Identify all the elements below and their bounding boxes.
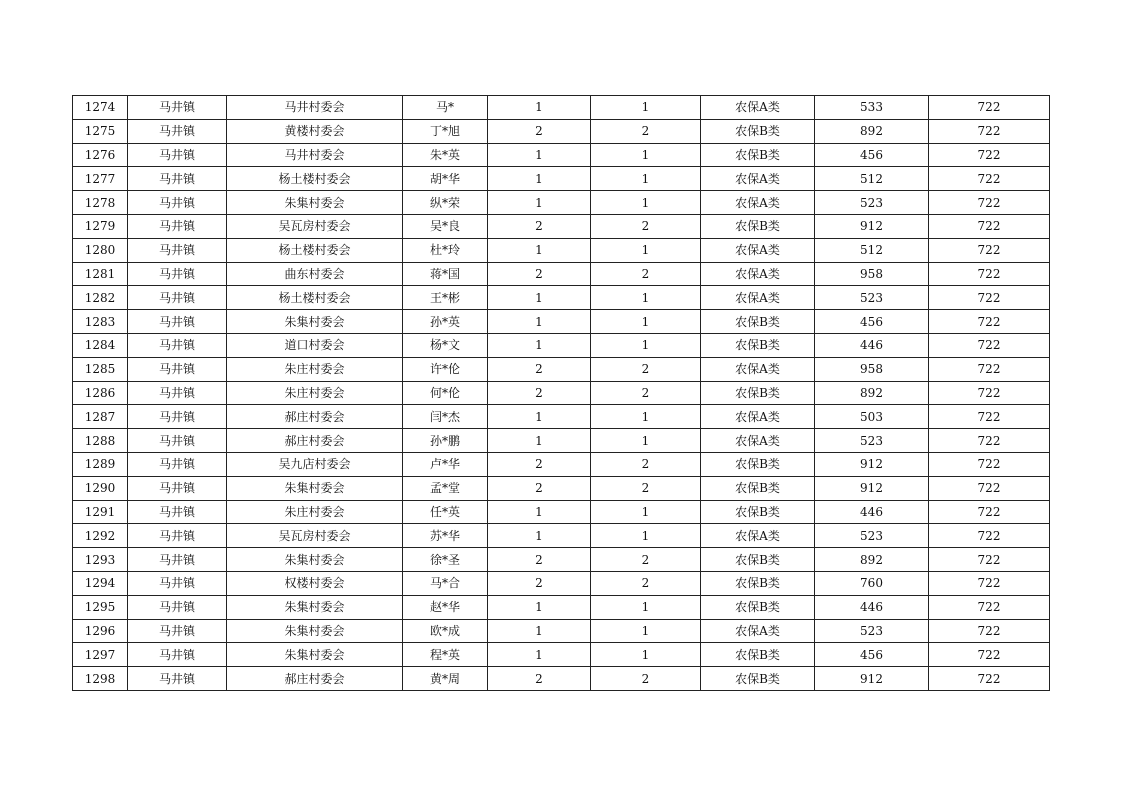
standard-cell: 722 <box>929 452 1050 476</box>
village-committee-cell: 朱集村委会 <box>227 619 403 643</box>
village-committee-cell: 朱集村委会 <box>227 310 403 334</box>
village-committee-cell: 吴九店村委会 <box>227 452 403 476</box>
table-row <box>73 405 1050 429</box>
name-cell: 胡*华 <box>403 167 488 191</box>
amount-cell: 523 <box>815 191 929 215</box>
town-cell: 马井镇 <box>128 524 227 548</box>
village-committee-cell: 朱集村委会 <box>227 595 403 619</box>
village-committee-cell: 杨土楼村委会 <box>227 286 403 310</box>
person-count-cell: 1 <box>591 500 701 524</box>
household-count-cell: 1 <box>488 643 591 667</box>
insurance-category-cell: 农保A类 <box>701 238 815 262</box>
village-committee-cell: 权楼村委会 <box>227 571 403 595</box>
serial-number-cell: 1290 <box>73 476 128 500</box>
person-count-cell: 1 <box>591 286 701 310</box>
town-cell: 马井镇 <box>128 571 227 595</box>
village-committee-cell: 马井村委会 <box>227 96 403 120</box>
village-committee-cell: 杨土楼村委会 <box>227 167 403 191</box>
serial-number-cell: 1275 <box>73 119 128 143</box>
town-cell: 马井镇 <box>128 333 227 357</box>
name-cell: 朱*英 <box>403 143 488 167</box>
name-cell: 黄*周 <box>403 667 488 691</box>
person-count-cell: 1 <box>591 310 701 334</box>
amount-cell: 892 <box>815 119 929 143</box>
household-count-cell: 1 <box>488 619 591 643</box>
serial-number-cell: 1282 <box>73 286 128 310</box>
standard-cell: 722 <box>929 595 1050 619</box>
village-committee-cell: 朱集村委会 <box>227 643 403 667</box>
household-count-cell: 2 <box>488 667 591 691</box>
household-count-cell: 1 <box>488 167 591 191</box>
household-count-cell: 1 <box>488 429 591 453</box>
insurance-category-cell: 农保A类 <box>701 405 815 429</box>
household-count-cell: 2 <box>488 452 591 476</box>
household-count-cell: 1 <box>488 286 591 310</box>
standard-cell: 722 <box>929 143 1050 167</box>
town-cell: 马井镇 <box>128 238 227 262</box>
name-cell: 赵*华 <box>403 595 488 619</box>
table-row <box>73 357 1050 381</box>
amount-cell: 912 <box>815 667 929 691</box>
standard-cell: 722 <box>929 667 1050 691</box>
amount-cell: 912 <box>815 214 929 238</box>
standard-cell: 722 <box>929 310 1050 334</box>
village-committee-cell: 曲东村委会 <box>227 262 403 286</box>
insurance-category-cell: 农保B类 <box>701 310 815 334</box>
standard-cell: 722 <box>929 429 1050 453</box>
town-cell: 马井镇 <box>128 667 227 691</box>
town-cell: 马井镇 <box>128 119 227 143</box>
serial-number-cell: 1277 <box>73 167 128 191</box>
town-cell: 马井镇 <box>128 357 227 381</box>
insurance-category-cell: 农保B类 <box>701 214 815 238</box>
town-cell: 马井镇 <box>128 619 227 643</box>
amount-cell: 892 <box>815 381 929 405</box>
amount-cell: 523 <box>815 429 929 453</box>
table-row <box>73 619 1050 643</box>
town-cell: 马井镇 <box>128 548 227 572</box>
standard-cell: 722 <box>929 119 1050 143</box>
table-row <box>73 571 1050 595</box>
serial-number-cell: 1292 <box>73 524 128 548</box>
table-row <box>73 643 1050 667</box>
insurance-category-cell: 农保A类 <box>701 96 815 120</box>
standard-cell: 722 <box>929 500 1050 524</box>
amount-cell: 523 <box>815 286 929 310</box>
person-count-cell: 2 <box>591 381 701 405</box>
person-count-cell: 2 <box>591 452 701 476</box>
standard-cell: 722 <box>929 96 1050 120</box>
village-committee-cell: 吴瓦房村委会 <box>227 524 403 548</box>
person-count-cell: 1 <box>591 238 701 262</box>
name-cell: 王*彬 <box>403 286 488 310</box>
name-cell: 纵*荣 <box>403 191 488 215</box>
village-committee-cell: 吴瓦房村委会 <box>227 214 403 238</box>
amount-cell: 912 <box>815 476 929 500</box>
household-count-cell: 1 <box>488 238 591 262</box>
town-cell: 马井镇 <box>128 143 227 167</box>
serial-number-cell: 1293 <box>73 548 128 572</box>
insurance-category-cell: 农保B类 <box>701 119 815 143</box>
serial-number-cell: 1285 <box>73 357 128 381</box>
name-cell: 孟*堂 <box>403 476 488 500</box>
village-committee-cell: 郝庄村委会 <box>227 667 403 691</box>
serial-number-cell: 1278 <box>73 191 128 215</box>
serial-number-cell: 1296 <box>73 619 128 643</box>
standard-cell: 722 <box>929 191 1050 215</box>
standard-cell: 722 <box>929 548 1050 572</box>
town-cell: 马井镇 <box>128 310 227 334</box>
serial-number-cell: 1294 <box>73 571 128 595</box>
town-cell: 马井镇 <box>128 405 227 429</box>
standard-cell: 722 <box>929 381 1050 405</box>
table-row <box>73 548 1050 572</box>
serial-number-cell: 1280 <box>73 238 128 262</box>
person-count-cell: 1 <box>591 619 701 643</box>
table-row <box>73 143 1050 167</box>
person-count-cell: 1 <box>591 333 701 357</box>
amount-cell: 456 <box>815 310 929 334</box>
person-count-cell: 1 <box>591 643 701 667</box>
town-cell: 马井镇 <box>128 381 227 405</box>
town-cell: 马井镇 <box>128 214 227 238</box>
table-row <box>73 476 1050 500</box>
town-cell: 马井镇 <box>128 476 227 500</box>
serial-number-cell: 1288 <box>73 429 128 453</box>
serial-number-cell: 1283 <box>73 310 128 334</box>
serial-number-cell: 1274 <box>73 96 128 120</box>
person-count-cell: 1 <box>591 429 701 453</box>
table-row <box>73 667 1050 691</box>
town-cell: 马井镇 <box>128 452 227 476</box>
insurance-category-cell: 农保A类 <box>701 357 815 381</box>
person-count-cell: 1 <box>591 405 701 429</box>
amount-cell: 446 <box>815 595 929 619</box>
town-cell: 马井镇 <box>128 262 227 286</box>
person-count-cell: 1 <box>591 167 701 191</box>
table-row <box>73 333 1050 357</box>
serial-number-cell: 1297 <box>73 643 128 667</box>
person-count-cell: 2 <box>591 214 701 238</box>
town-cell: 马井镇 <box>128 96 227 120</box>
standard-cell: 722 <box>929 357 1050 381</box>
person-count-cell: 2 <box>591 119 701 143</box>
insurance-category-cell: 农保B类 <box>701 452 815 476</box>
name-cell: 马*合 <box>403 571 488 595</box>
table-row <box>73 238 1050 262</box>
serial-number-cell: 1279 <box>73 214 128 238</box>
amount-cell: 912 <box>815 452 929 476</box>
standard-cell: 722 <box>929 238 1050 262</box>
serial-number-cell: 1298 <box>73 667 128 691</box>
name-cell: 蒋*国 <box>403 262 488 286</box>
household-count-cell: 1 <box>488 96 591 120</box>
standard-cell: 722 <box>929 619 1050 643</box>
person-count-cell: 1 <box>591 524 701 548</box>
table-row <box>73 381 1050 405</box>
name-cell: 苏*华 <box>403 524 488 548</box>
name-cell: 程*英 <box>403 643 488 667</box>
person-count-cell: 1 <box>591 96 701 120</box>
household-count-cell: 2 <box>488 476 591 500</box>
household-count-cell: 1 <box>488 143 591 167</box>
amount-cell: 456 <box>815 643 929 667</box>
person-count-cell: 1 <box>591 143 701 167</box>
insurance-category-cell: 农保B类 <box>701 333 815 357</box>
insurance-category-cell: 农保B类 <box>701 500 815 524</box>
household-count-cell: 2 <box>488 548 591 572</box>
village-committee-cell: 朱集村委会 <box>227 476 403 500</box>
village-committee-cell: 朱庄村委会 <box>227 381 403 405</box>
name-cell: 何*伦 <box>403 381 488 405</box>
standard-cell: 722 <box>929 571 1050 595</box>
insurance-category-cell: 农保B类 <box>701 571 815 595</box>
roster-table-body <box>73 96 1050 691</box>
household-count-cell: 2 <box>488 357 591 381</box>
name-cell: 欧*成 <box>403 619 488 643</box>
serial-number-cell: 1289 <box>73 452 128 476</box>
serial-number-cell: 1276 <box>73 143 128 167</box>
name-cell: 吴*良 <box>403 214 488 238</box>
insurance-category-cell: 农保B类 <box>701 143 815 167</box>
village-committee-cell: 朱庄村委会 <box>227 357 403 381</box>
household-count-cell: 1 <box>488 333 591 357</box>
town-cell: 马井镇 <box>128 286 227 310</box>
insurance-category-cell: 农保A类 <box>701 191 815 215</box>
name-cell: 孙*英 <box>403 310 488 334</box>
amount-cell: 523 <box>815 524 929 548</box>
insurance-category-cell: 农保B类 <box>701 548 815 572</box>
table-row <box>73 452 1050 476</box>
household-count-cell: 1 <box>488 500 591 524</box>
person-count-cell: 2 <box>591 667 701 691</box>
household-count-cell: 2 <box>488 571 591 595</box>
household-count-cell: 1 <box>488 310 591 334</box>
village-committee-cell: 道口村委会 <box>227 333 403 357</box>
name-cell: 杨*文 <box>403 333 488 357</box>
table-row <box>73 595 1050 619</box>
amount-cell: 523 <box>815 619 929 643</box>
name-cell: 卢*华 <box>403 452 488 476</box>
standard-cell: 722 <box>929 262 1050 286</box>
serial-number-cell: 1291 <box>73 500 128 524</box>
standard-cell: 722 <box>929 333 1050 357</box>
table-row <box>73 286 1050 310</box>
person-count-cell: 1 <box>591 595 701 619</box>
standard-cell: 722 <box>929 214 1050 238</box>
person-count-cell: 1 <box>591 191 701 215</box>
amount-cell: 503 <box>815 405 929 429</box>
table-row <box>73 500 1050 524</box>
serial-number-cell: 1284 <box>73 333 128 357</box>
village-committee-cell: 杨土楼村委会 <box>227 238 403 262</box>
table-row <box>73 524 1050 548</box>
amount-cell: 512 <box>815 238 929 262</box>
standard-cell: 722 <box>929 643 1050 667</box>
insurance-category-cell: 农保A类 <box>701 619 815 643</box>
village-committee-cell: 黄楼村委会 <box>227 119 403 143</box>
household-count-cell: 1 <box>488 524 591 548</box>
amount-cell: 958 <box>815 357 929 381</box>
insurance-category-cell: 农保A类 <box>701 262 815 286</box>
household-count-cell: 1 <box>488 191 591 215</box>
name-cell: 徐*圣 <box>403 548 488 572</box>
table-row <box>73 191 1050 215</box>
table-row <box>73 214 1050 238</box>
household-count-cell: 2 <box>488 214 591 238</box>
table-row <box>73 262 1050 286</box>
insurance-category-cell: 农保B类 <box>701 381 815 405</box>
insurance-category-cell: 农保B类 <box>701 667 815 691</box>
village-committee-cell: 郝庄村委会 <box>227 429 403 453</box>
town-cell: 马井镇 <box>128 429 227 453</box>
name-cell: 许*伦 <box>403 357 488 381</box>
household-count-cell: 1 <box>488 595 591 619</box>
table-row <box>73 429 1050 453</box>
person-count-cell: 2 <box>591 571 701 595</box>
amount-cell: 958 <box>815 262 929 286</box>
household-count-cell: 2 <box>488 381 591 405</box>
standard-cell: 722 <box>929 286 1050 310</box>
serial-number-cell: 1287 <box>73 405 128 429</box>
village-committee-cell: 朱庄村委会 <box>227 500 403 524</box>
village-committee-cell: 朱集村委会 <box>227 548 403 572</box>
table-row <box>73 96 1050 120</box>
person-count-cell: 2 <box>591 548 701 572</box>
serial-number-cell: 1286 <box>73 381 128 405</box>
name-cell: 杜*玲 <box>403 238 488 262</box>
name-cell: 孙*鹏 <box>403 429 488 453</box>
insurance-category-cell: 农保A类 <box>701 167 815 191</box>
amount-cell: 446 <box>815 500 929 524</box>
table-row <box>73 310 1050 334</box>
amount-cell: 512 <box>815 167 929 191</box>
person-count-cell: 2 <box>591 357 701 381</box>
name-cell: 任*英 <box>403 500 488 524</box>
roster-table <box>72 95 1050 691</box>
village-committee-cell: 马井村委会 <box>227 143 403 167</box>
amount-cell: 456 <box>815 143 929 167</box>
table-row <box>73 167 1050 191</box>
village-committee-cell: 郝庄村委会 <box>227 405 403 429</box>
village-committee-cell: 朱集村委会 <box>227 191 403 215</box>
name-cell: 丁*旭 <box>403 119 488 143</box>
serial-number-cell: 1281 <box>73 262 128 286</box>
table-row <box>73 119 1050 143</box>
insurance-category-cell: 农保A类 <box>701 429 815 453</box>
household-count-cell: 1 <box>488 405 591 429</box>
name-cell: 闫*杰 <box>403 405 488 429</box>
amount-cell: 446 <box>815 333 929 357</box>
town-cell: 马井镇 <box>128 191 227 215</box>
household-count-cell: 2 <box>488 262 591 286</box>
amount-cell: 533 <box>815 96 929 120</box>
town-cell: 马井镇 <box>128 167 227 191</box>
insurance-category-cell: 农保B类 <box>701 595 815 619</box>
person-count-cell: 2 <box>591 476 701 500</box>
standard-cell: 722 <box>929 524 1050 548</box>
serial-number-cell: 1295 <box>73 595 128 619</box>
town-cell: 马井镇 <box>128 643 227 667</box>
household-count-cell: 2 <box>488 119 591 143</box>
town-cell: 马井镇 <box>128 500 227 524</box>
insurance-category-cell: 农保B类 <box>701 643 815 667</box>
standard-cell: 722 <box>929 167 1050 191</box>
insurance-category-cell: 农保B类 <box>701 476 815 500</box>
standard-cell: 722 <box>929 405 1050 429</box>
town-cell: 马井镇 <box>128 595 227 619</box>
standard-cell: 722 <box>929 476 1050 500</box>
amount-cell: 892 <box>815 548 929 572</box>
insurance-category-cell: 农保A类 <box>701 286 815 310</box>
name-cell: 马* <box>403 96 488 120</box>
person-count-cell: 2 <box>591 262 701 286</box>
insurance-category-cell: 农保A类 <box>701 524 815 548</box>
amount-cell: 760 <box>815 571 929 595</box>
